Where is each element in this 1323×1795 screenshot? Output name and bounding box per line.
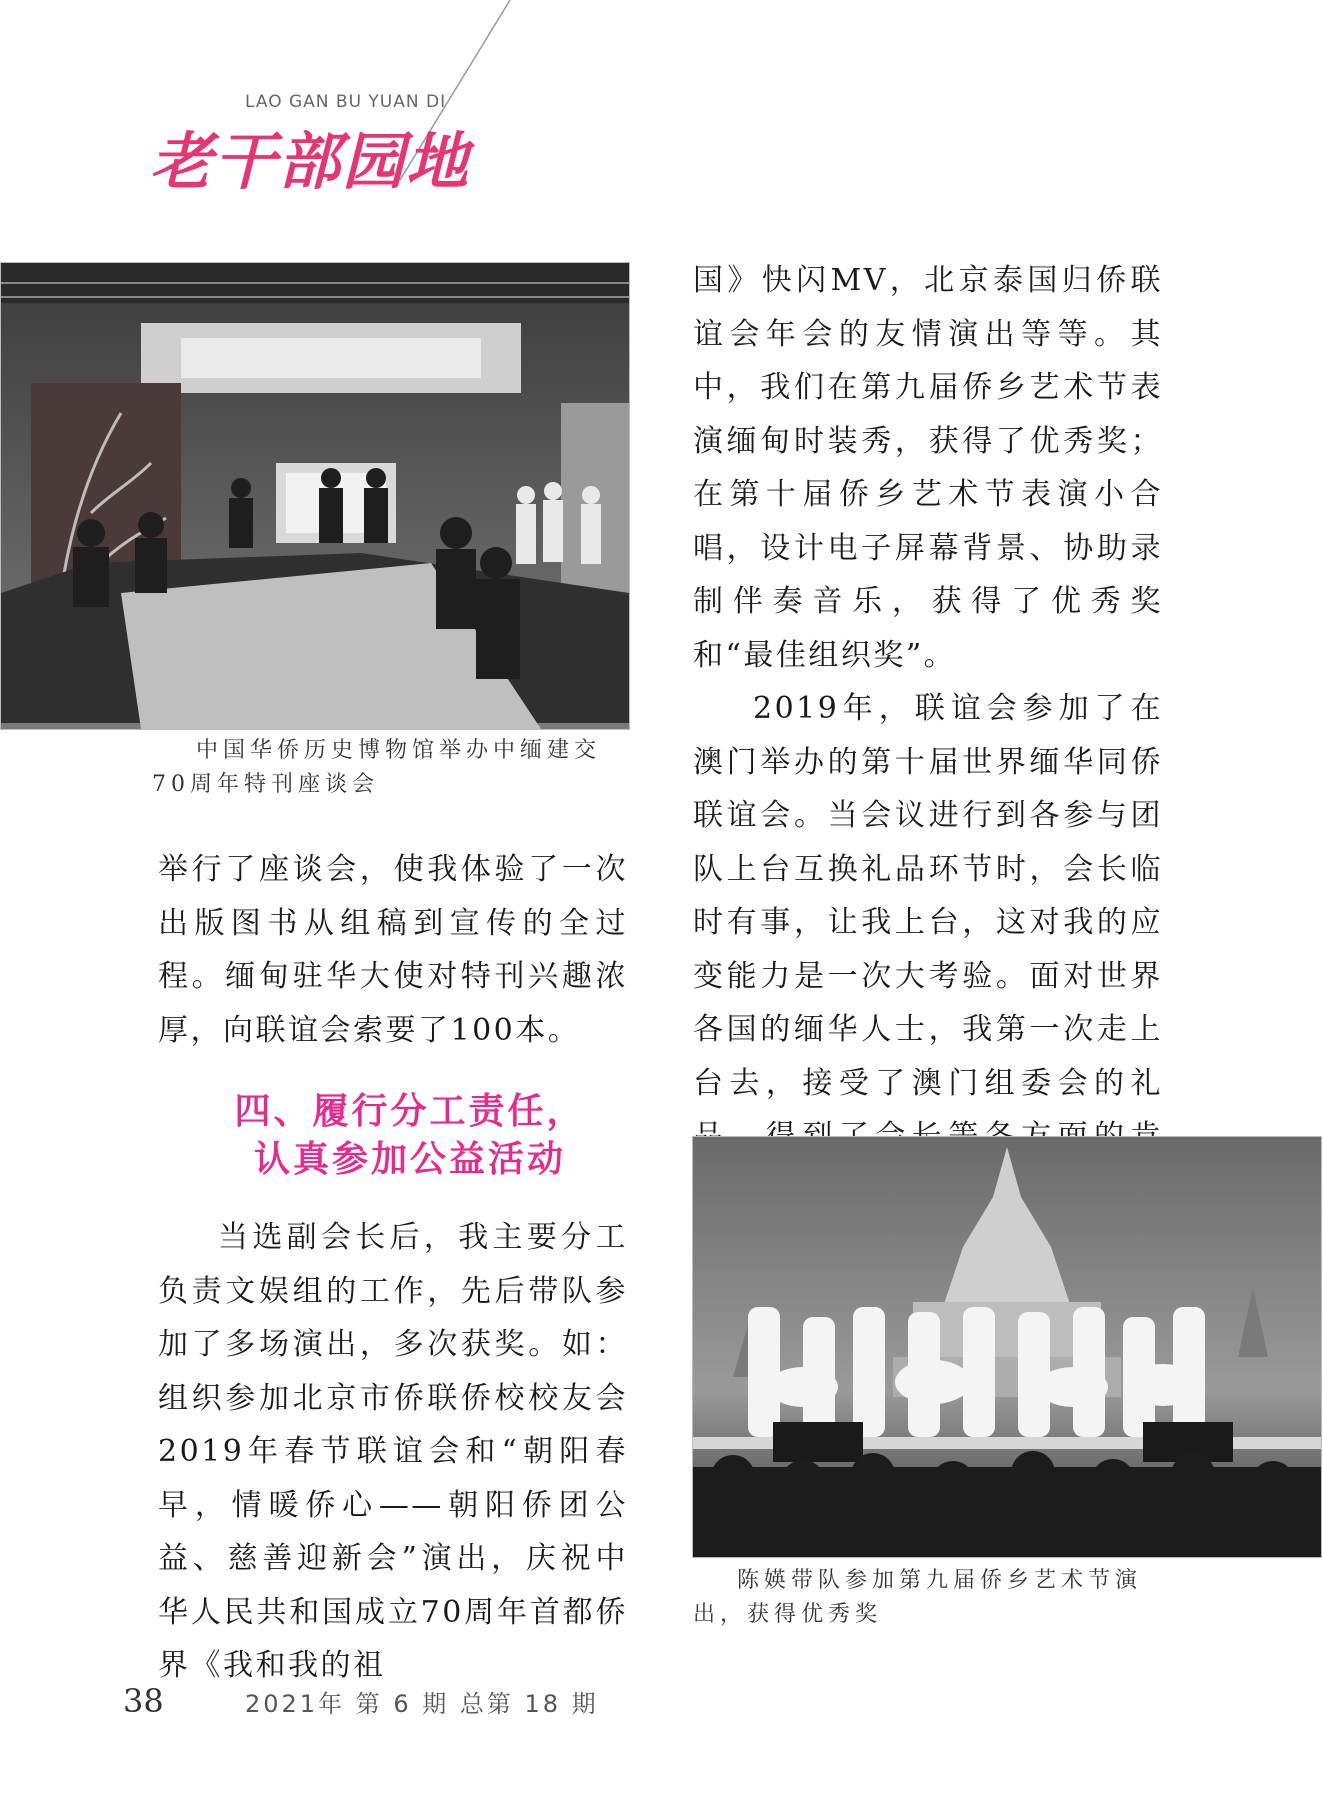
photo-meeting-illustration: [1, 263, 629, 729]
paragraph: 举行了座谈会，使我体验了一次出版图书从组稿到宣传的全过程。缅甸驻华大使对特刊兴趣浓厚，向联谊会索要了100本。: [158, 852, 628, 1048]
section-heading-line-2: 认真参加公益活动: [253, 1139, 566, 1180]
issue-info: 2021年 第 6 期 总第 18 期: [245, 1690, 599, 1718]
right-column-text: [693, 254, 1163, 1217]
photo-performance-caption: 陈媖带队参加第九届侨乡艺术节演出，获得优秀奖: [693, 1568, 1143, 1627]
section-heading: [160, 1088, 660, 1184]
paragraph: 国》快闪MV，北京泰国归侨联谊会年会的友情演出等等。其中，我们在第九届侨乡艺术节表演缅甸时装秀，获得了优秀奖；在第十届侨乡艺术节表演小合唱，设计电子屏幕背景、协助录制伴奏音乐，获得了优秀奖和“最佳组织奖”。: [693, 263, 1163, 673]
photo-meeting-caption: 中国华侨历史博物馆举办中缅建交70周年特刊座谈会: [152, 738, 602, 797]
photo-performance-illustration: [693, 1137, 1321, 1557]
photo-performance: [692, 1136, 1322, 1558]
header-pinyin: LAO GAN BU YUAN DI: [245, 92, 447, 112]
photo-meeting: [0, 262, 630, 730]
page-number: 38: [123, 1682, 164, 1720]
section-heading-line-1: 四、履行分工责任，: [234, 1091, 586, 1132]
paragraph: 当选副会长后，我主要分工负责文娱组的工作，先后带队参加了多场演出，多次获奖。如：组织参加北京市侨联侨校校友会2019年春节联谊会和“朝阳春早，情暖侨心——朝阳侨团公益、慈善迎新会”演出，庆祝中华人民共和国成立70周年首都侨界《我和我的祖: [158, 1220, 628, 1683]
paragraph: 2019年，联谊会参加了在澳门举办的第十届世界缅华同侨联谊会。当会议进行到各参与团队上台互换礼品环节时，会长临时有事，让我上台，这对我的应变能力是一次大考验。面对世界各国的缅华人士，我第一次走上台去，接受了澳门组委会的礼: [693, 691, 1163, 1101]
left-column-paragraph-2: [158, 1211, 628, 1693]
left-column-paragraph-1: [158, 843, 628, 1057]
header-title: 老干部园地: [150, 125, 471, 198]
